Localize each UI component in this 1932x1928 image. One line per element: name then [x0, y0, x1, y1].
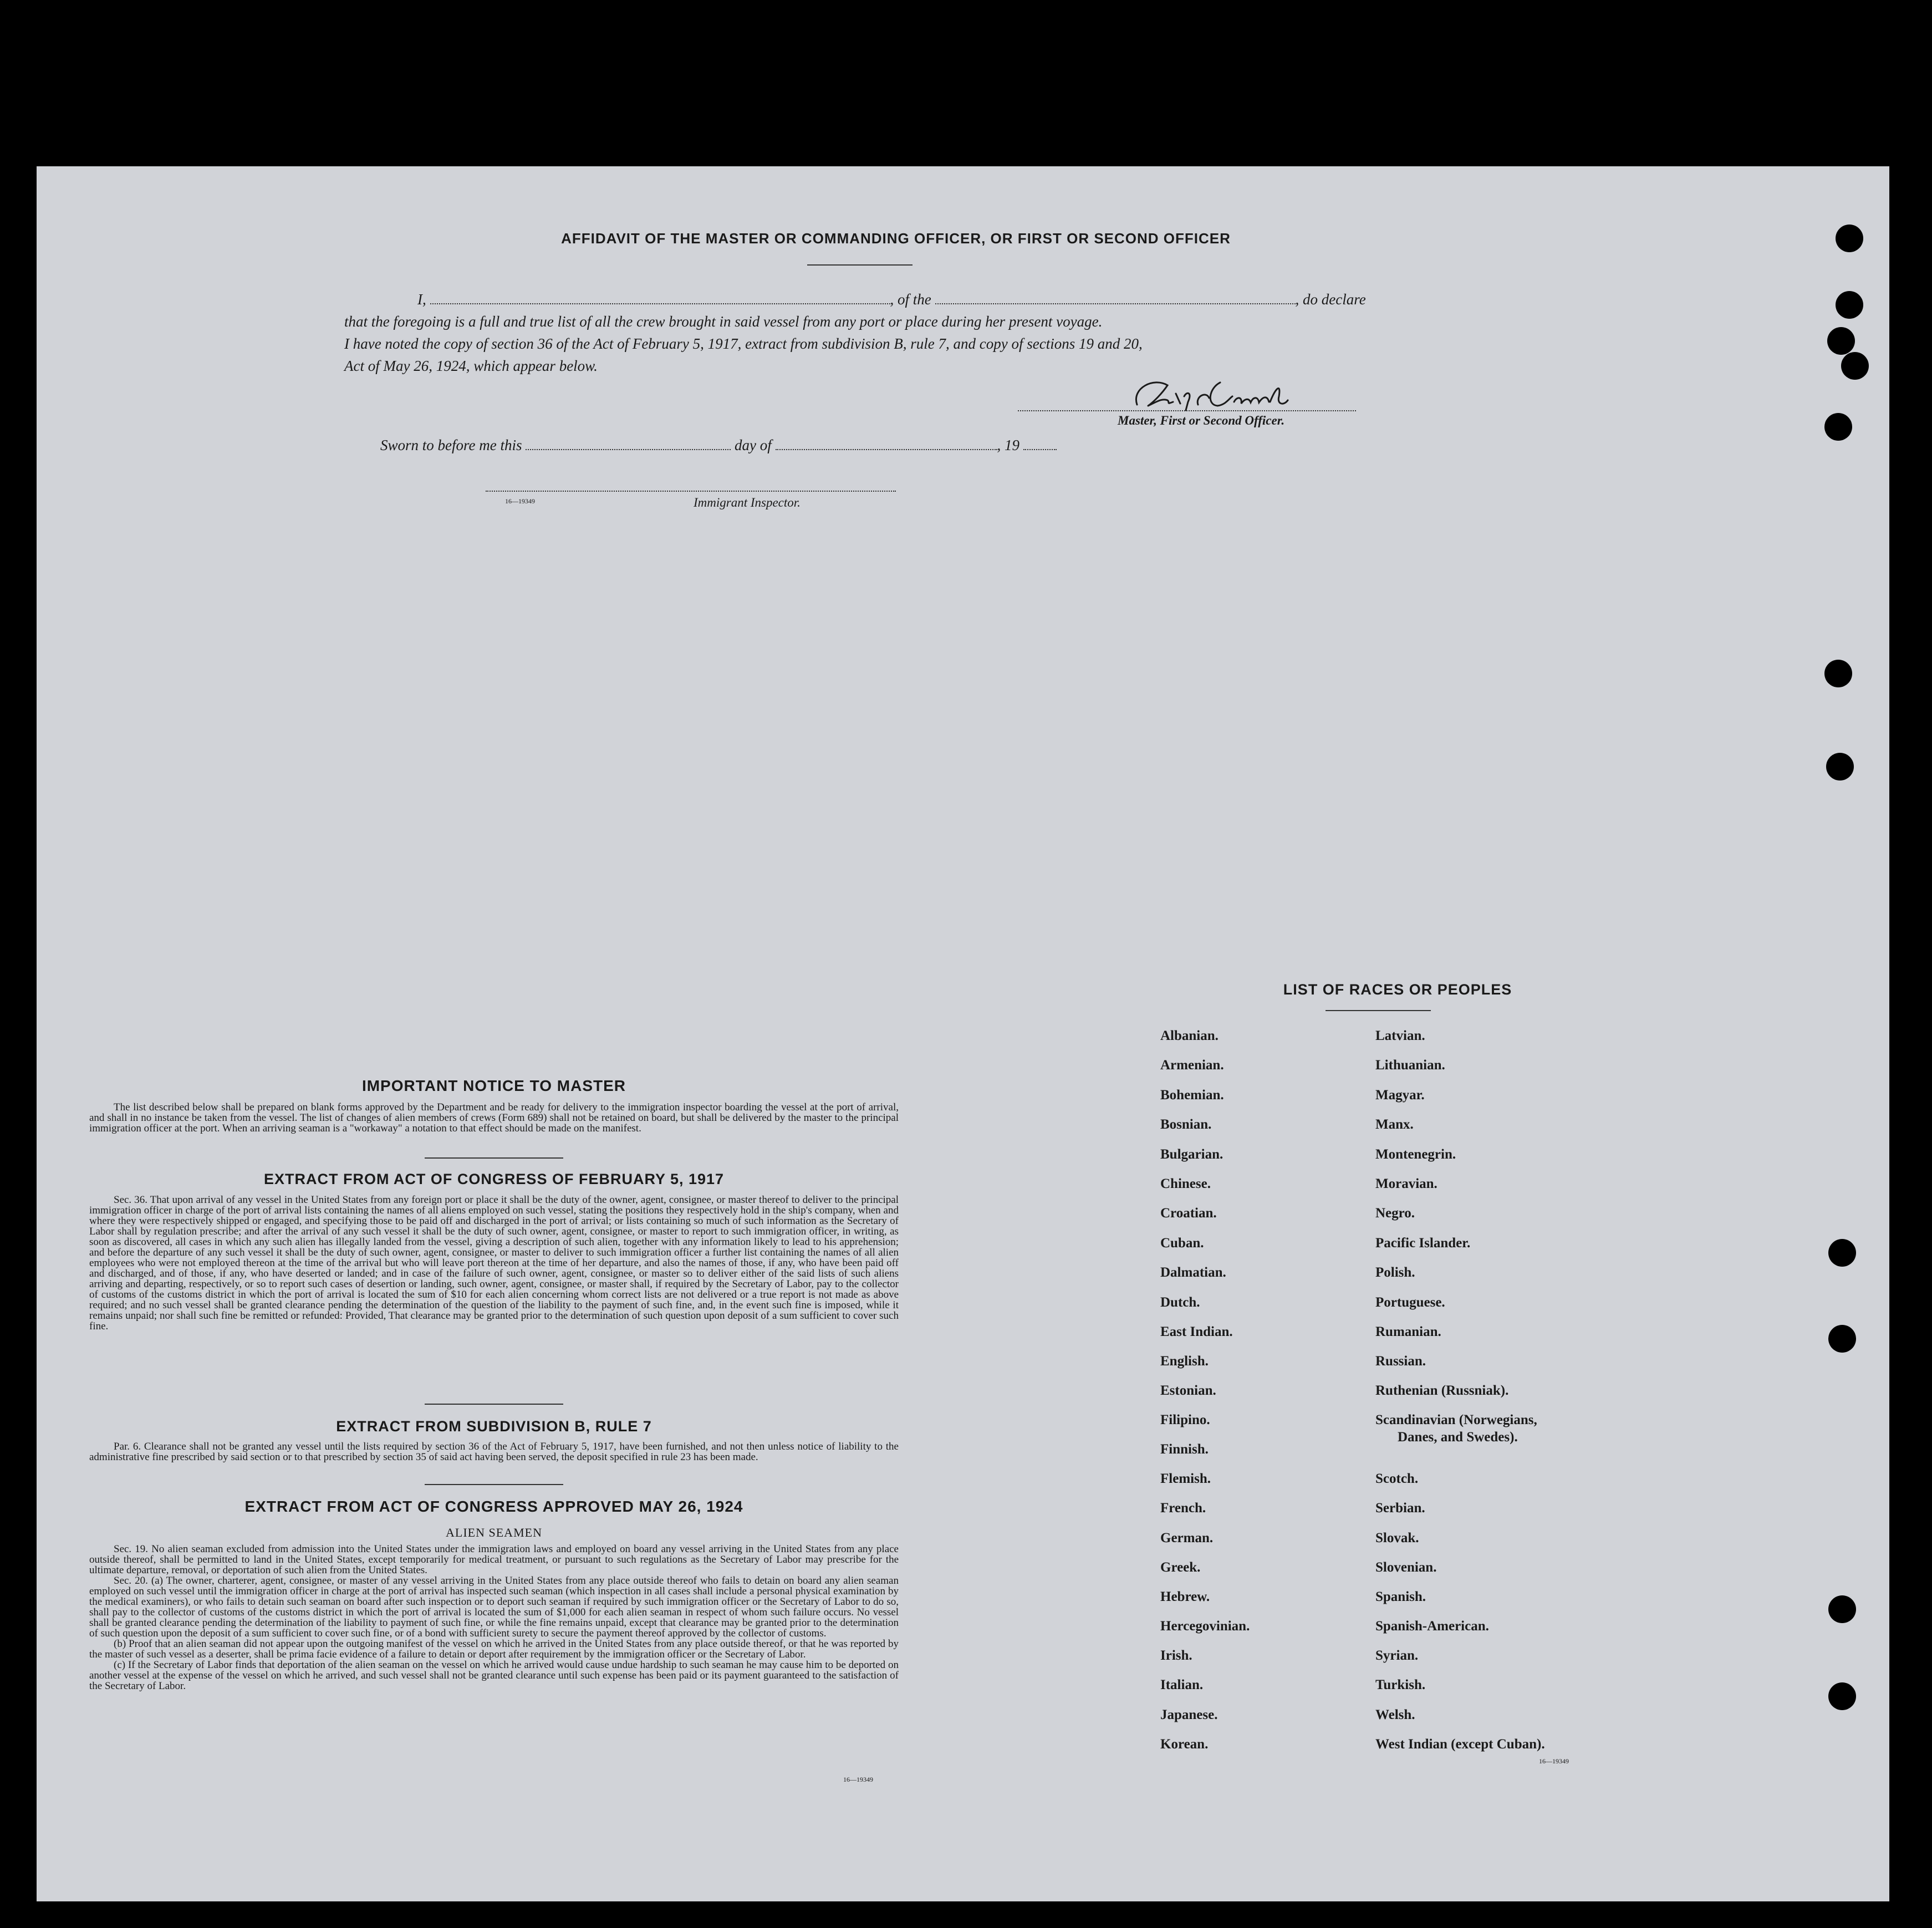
vessel-blank	[935, 303, 1296, 304]
race-item: Chinese.	[1160, 1176, 1211, 1191]
race-item: Hebrew.	[1160, 1589, 1210, 1604]
race-item: Spanish-American.	[1375, 1619, 1489, 1634]
race-item: Flemish.	[1160, 1471, 1211, 1486]
alien-seamen-subtitle: ALIEN SEAMEN	[446, 1526, 542, 1539]
rule-7-text: Par. 6. Clearance shall not be granted any vessel until the lists required by section 36 of the Act of February 5, 1917, have been furnished, and not then unless notice of liability to the administrative fine prescribed by said section or to that prescribed by section 35 of said act having been served, the deposit specified in rule 23 has been made.	[89, 1441, 899, 1463]
race-item: Negro.	[1375, 1206, 1415, 1221]
notice-text: The list described below shall be prepared on blank forms approved by the Department and be ready for delivery to the immigration inspector boarding the vessel at the port of arrival, and shall in no instance be taken from the vessel. The list of changes of alien members of crews (Form 689) shall not be retained on board, but shall be delivered by the master to the principal immigration officer at the port. When an arriving seaman is a "workaway" a notation to that effect should be made on the manifest.	[89, 1101, 899, 1134]
affidavit-text: Act of May 26, 1924, which appear below.	[344, 358, 598, 374]
extract-1917-title: EXTRACT FROM ACT OF CONGRESS OF FEBRUARY 5, 1917	[263, 1171, 725, 1187]
document-sheet	[37, 166, 1889, 1901]
punch-hole	[1824, 413, 1852, 441]
extract-1917-text: Sec. 36. That upon arrival of any vessel in the United States from any foreign port or place it shall be the duty of the owner, agent, consignee, or master thereof to deliver to the principal immigration officer in charge of the port of arrival lists containing the names of all aliens employed on such vessel, stating the positions they respectively hold in the ship's company, when and where they were respectively shipped or engaged, and specifying those to be paid off and discharged in the port of arrival; or lists containing so much of such information as the Secretary of Labor shall by regulation prescribe; and after the arrival of any such vessel it shall be the duty of such owner, agent, consignee, or master to report to such immigration officer, in writing, as soon as discovered, all cases in which any such alien has illegally landed from the vessel, giving a description of such alien, together with any information likely to lead to his apprehension; and before the departure of any such vessel it shall be the duty of such owner, agent, consignee, or master to deliver to such immigration officer a further list containing the names of all alien employees who were not employed thereon at the time of the arrival but who will leave port thereon at the time of her departure, and also the names of those, if any, who have been paid off and discharged, and of those, if any, who have deserted or landed; and in case of the failure of such owner, agent, consignee, or master so to deliver either of the said lists of such aliens arriving and departing, respectively, or so to report such cases of desertion or landing, such owner, agent, consignee, or master shall, if required by the Secretary of Labor, pay to the collector of customs of the customs district in which the port of arrival is located the sum of $10 for each alien concerning whom correct lists are not delivered or a true report is not made as above required; and no such vessel shall be granted clearance pending the determination of the question of the liability to the payment of such fine, and, in the event such fine is imposed, while it remains unpaid; nor shall such fine be remitted or refunded: Provided, That clearance may be granted prior to the determination of such question upon deposit of a sum sufficient to cover such fine.	[89, 1194, 899, 1332]
race-item: Latvian.	[1375, 1028, 1425, 1043]
punch-hole	[1828, 1239, 1856, 1267]
race-item: Danes, and Swedes).	[1398, 1430, 1518, 1445]
race-item: Filipino.	[1160, 1412, 1210, 1427]
affidavit-text: that the foregoing is a full and true list of all the crew brought in said vessel from any port or place during her present voyage.	[344, 313, 1103, 330]
extract-1924-title: EXTRACT FROM ACT OF CONGRESS APPROVED MAY 26, 1924	[244, 1498, 743, 1515]
divider	[425, 1484, 563, 1485]
race-item: Ruthenian (Russniak).	[1375, 1383, 1509, 1398]
punch-hole	[1836, 225, 1863, 252]
affidavit-text: I,	[417, 291, 426, 308]
races-title: LIST OF RACES OR PEOPLES	[1283, 981, 1512, 998]
signature-line	[1018, 410, 1356, 411]
race-item: Bulgarian.	[1160, 1147, 1224, 1162]
race-item: Dalmatian.	[1160, 1265, 1226, 1280]
sworn-text: Sworn to before me this	[380, 437, 522, 453]
race-item: Croatian.	[1160, 1206, 1217, 1221]
race-item: English.	[1160, 1354, 1209, 1369]
race-item: Hercegovinian.	[1160, 1619, 1250, 1634]
notice-title: IMPORTANT NOTICE TO MASTER	[361, 1077, 626, 1094]
signature-caption: Master, First or Second Officer.	[1118, 414, 1285, 427]
punch-hole	[1828, 1595, 1856, 1623]
race-item: Bosnian.	[1160, 1117, 1212, 1132]
extract-1924-text: Sec. 19. No alien seaman excluded from admission into the United States under the immigration laws and employed on board any vessel arriving in the United States from any place outside thereof, shall be permitted to land in the United States, except temporarily for medical treatment, or pursuant to such regulations as the Secretary of Labor may prescribe for the ultimate departure, removal, or deportation of such alien from the United States. Sec. 20. (a) The owner, charterer, agent, consignee, or master of any vessel arriving in the United States from any place outside thereof who fails to detain on board any alien seaman employed on such vessel until the immigration officer in charge at the port of arrival has inspected such seaman (which inspection in all cases shall include a personal physical examination by the medical examiners), or who fails to detain such seaman on board after such inspection or to deport such seaman if required by such immigration officer or the Secretary of Labor to do so, shall pay to the collector of customs of the customs district in which the port of arrival is located the sum of $1,000 for each alien seaman in respect of whom such failure occurs. No vessel shall be granted clearance pending the determination of the liability to payment of such fine, or while the fine remains unpaid, except that clearance may be granted prior to the determination of such question upon the deposit of a sum sufficient to cover such fine, or of a bond with sufficient surety to secure the payment thereof approved by the collector of customs. (b) Proof that an alien seaman did not appear upon the outgoing manifest of the vessel on which he arrived in the United States from any place outside thereof, or that he was reported by the master of such vessel as a deserter, shall be prima facie evidence of a failure to detain or deport after requirement by the immigration officer or the Secretary of Labor. (c) If the Secretary of Labor finds that deportation of the alien seaman on the vessel on which he arrived would cause undue hardship to such seaman he may cause him to be deported on another vessel at the expense of the vessel on which he arrived, and such vessel shall not be granted clearance until such expense has been paid or its payment guaranteed to the satisfaction of the Secretary of Labor.	[89, 1543, 899, 1692]
race-item: Dutch.	[1160, 1295, 1200, 1310]
race-item: German.	[1160, 1531, 1214, 1546]
divider	[425, 1404, 563, 1405]
rule-7-title: EXTRACT FROM SUBDIVISION B, RULE 7	[336, 1418, 652, 1435]
race-item: East Indian.	[1160, 1324, 1233, 1339]
month-blank	[776, 448, 997, 450]
race-item: French.	[1160, 1501, 1206, 1516]
race-item: Armenian.	[1160, 1058, 1224, 1073]
sworn-text: , 19	[997, 437, 1019, 453]
day-blank	[526, 448, 731, 450]
form-number: 16—19349	[1539, 1757, 1569, 1765]
race-item: West Indian (except Cuban).	[1375, 1737, 1545, 1752]
race-item: Slovenian.	[1375, 1560, 1437, 1575]
race-item: Rumanian.	[1375, 1324, 1441, 1339]
affidavit-text: , do declare	[1295, 291, 1366, 308]
race-item: Manx.	[1375, 1117, 1414, 1132]
sworn-text: day of	[735, 437, 772, 453]
race-item: Irish.	[1160, 1648, 1192, 1663]
race-item: Magyar.	[1375, 1088, 1425, 1103]
race-item: Pacific Islander.	[1375, 1236, 1471, 1251]
race-item: Russian.	[1375, 1354, 1426, 1369]
divider	[807, 264, 913, 266]
race-item: Spanish.	[1375, 1589, 1426, 1604]
race-item: Bohemian.	[1160, 1088, 1224, 1103]
form-number: 16—19349	[505, 497, 535, 505]
race-item: Serbian.	[1375, 1501, 1425, 1516]
affidavit-title: AFFIDAVIT OF THE MASTER OR COMMANDING OFFICER, OR FIRST OR SECOND OFFICER	[561, 230, 1231, 247]
race-item: Korean.	[1160, 1737, 1209, 1752]
race-item: Albanian.	[1160, 1028, 1219, 1043]
race-item: Cuban.	[1160, 1236, 1204, 1251]
race-item: Finnish.	[1160, 1442, 1209, 1457]
signature-image	[1115, 371, 1303, 416]
form-number: 16—19349	[843, 1776, 873, 1783]
race-item: Montenegrin.	[1375, 1147, 1456, 1162]
race-item: Scandinavian (Norwegians,	[1375, 1412, 1537, 1427]
race-item: Slovak.	[1375, 1531, 1419, 1546]
punch-hole	[1826, 753, 1854, 781]
punch-hole	[1824, 660, 1852, 687]
punch-hole	[1828, 1325, 1856, 1353]
punch-hole	[1827, 327, 1855, 355]
race-item: Welsh.	[1375, 1707, 1415, 1722]
inspector-caption: Immigrant Inspector.	[694, 496, 801, 509]
race-item: Lithuanian.	[1375, 1058, 1445, 1073]
divider	[1326, 1010, 1431, 1011]
year-blank	[1023, 448, 1057, 450]
race-item: Japanese.	[1160, 1707, 1218, 1722]
punch-hole	[1828, 1682, 1856, 1710]
race-item: Moravian.	[1375, 1176, 1437, 1191]
affidavit-text: , of the	[890, 291, 931, 308]
race-item: Italian.	[1160, 1677, 1204, 1692]
race-item: Scotch.	[1375, 1471, 1419, 1486]
divider	[425, 1157, 563, 1159]
affidavit-text: I have noted the copy of section 36 of the Act of February 5, 1917, extract from subdivision B, rule 7, and copy of sections 19 and 20,	[344, 335, 1143, 352]
race-item: Turkish.	[1375, 1677, 1426, 1692]
punch-hole	[1836, 291, 1863, 319]
race-item: Portuguese.	[1375, 1295, 1445, 1310]
sworn-line	[380, 437, 1057, 454]
race-item: Polish.	[1375, 1265, 1415, 1280]
name-blank	[430, 303, 890, 304]
inspector-line	[486, 491, 896, 492]
punch-hole	[1841, 352, 1869, 380]
race-item: Syrian.	[1375, 1648, 1419, 1663]
race-item: Greek.	[1160, 1560, 1201, 1575]
race-item: Estonian.	[1160, 1383, 1216, 1398]
